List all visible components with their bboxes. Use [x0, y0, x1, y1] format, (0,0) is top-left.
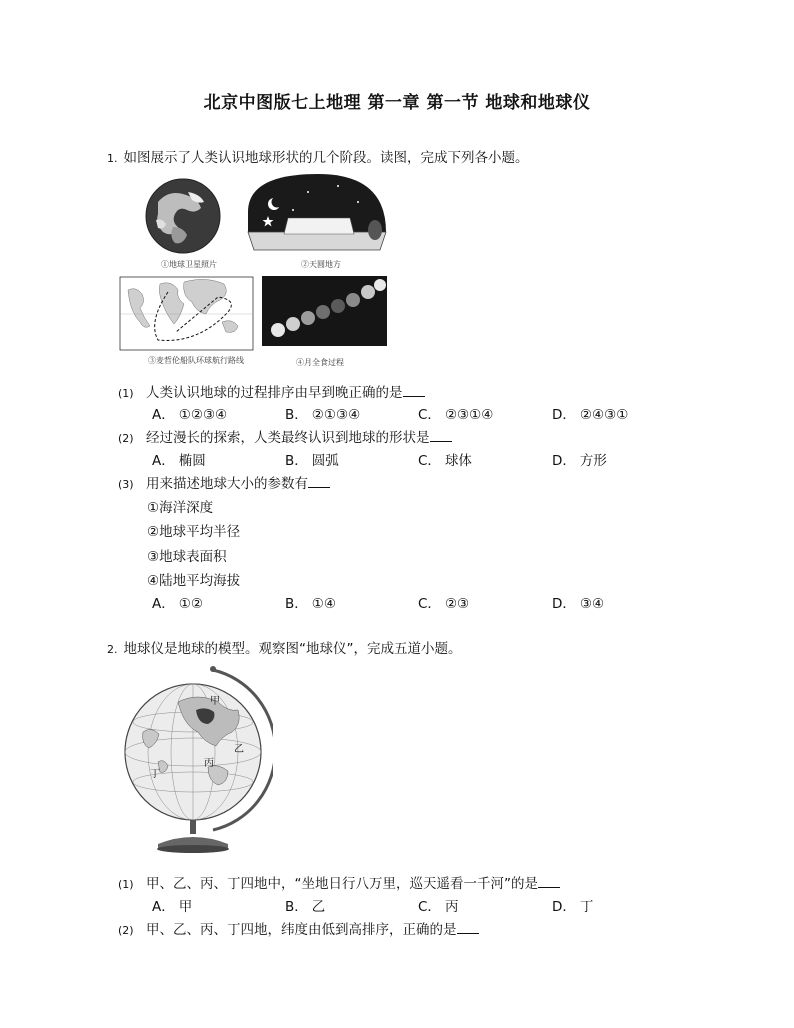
option-c[interactable]: C． 丙	[418, 899, 459, 915]
answer-blank	[308, 475, 330, 488]
lunar-eclipse-image	[262, 276, 387, 346]
answer-blank	[430, 429, 452, 442]
statement-1: ①海洋深度	[147, 500, 214, 516]
option-d[interactable]: D． ③④	[552, 596, 605, 612]
subquestion-number: (3)	[118, 478, 134, 491]
option-c[interactable]: C． ②③	[418, 596, 470, 612]
option-b[interactable]: B． ①④	[285, 596, 336, 612]
figure-caption-3: ③麦哲伦船队环球航行路线	[148, 356, 244, 365]
magellan-route-map-image	[120, 277, 253, 350]
globe-image	[118, 662, 273, 854]
figure-caption-1: ①地球卫星照片	[161, 260, 217, 269]
subquestion-text: 经过漫长的探索，人类最终认识到地球的形状是	[146, 430, 430, 446]
subquestion-number: (1)	[118, 878, 134, 891]
option-b[interactable]: B． ②①③④	[285, 407, 361, 423]
figure-panels	[118, 172, 393, 372]
question-1-stem	[107, 146, 529, 166]
option-b[interactable]: B． 乙	[285, 899, 326, 915]
option-d[interactable]: D． ②④③①	[552, 407, 629, 423]
figure-caption-2: ②天圆地方	[301, 260, 341, 269]
option-a[interactable]: A． 椭圆	[152, 453, 206, 469]
globe-label-yi: 乙	[234, 744, 244, 755]
subquestion-number: (2)	[118, 432, 134, 445]
figure-earth-shape-stages	[118, 172, 393, 372]
subquestion-1-1	[118, 381, 425, 401]
answer-blank	[538, 875, 560, 888]
subquestion-1-3	[118, 472, 330, 492]
option-b[interactable]: B． 圆弧	[285, 453, 339, 469]
subquestion-number: (1)	[118, 387, 134, 400]
option-d[interactable]: D． 丁	[552, 899, 594, 915]
page-title: 北京中图版七上地理 第一章 第一节 地球和地球仪	[203, 93, 591, 113]
question-number: 1.	[107, 152, 118, 165]
question-text: 如图展示了人类认识地球形状的几个阶段。读图，完成下列各小题。	[123, 150, 529, 166]
option-a[interactable]: A． ①②	[152, 596, 203, 612]
answer-blank	[403, 384, 425, 397]
answer-blank	[457, 921, 479, 934]
subquestion-1-2	[118, 426, 452, 446]
question-number: 2.	[107, 643, 118, 656]
subquestion-text: 人类认识地球的过程排序由早到晚正确的是	[146, 385, 403, 401]
subquestion-number: (2)	[118, 924, 134, 937]
globe-label-jia: 甲	[210, 696, 220, 707]
figure-caption-4: ④月全食过程	[296, 358, 344, 367]
statement-2: ②地球平均半径	[147, 524, 241, 540]
globe-figure	[118, 662, 273, 854]
option-a[interactable]: A． 甲	[152, 899, 193, 915]
heaven-earth-dome-image	[248, 174, 386, 250]
subquestion-2-1	[118, 872, 560, 892]
statement-3: ③地球表面积	[147, 549, 227, 565]
option-a[interactable]: A． ①②③④	[152, 407, 228, 423]
globe-label-ding: 丁	[150, 769, 160, 780]
satellite-photo-image	[146, 179, 220, 253]
globe-label-bing: 丙	[204, 758, 214, 769]
option-c[interactable]: C． 球体	[418, 453, 472, 469]
question-text: 地球仪是地球的模型。观察图“地球仪”，完成五道小题。	[123, 641, 462, 657]
subquestion-text: 甲、乙、丙、丁四地中，“坐地日行八万里，巡天遥看一千河”的是	[146, 876, 538, 892]
subquestion-2-2	[118, 918, 479, 938]
option-d[interactable]: D． 方形	[552, 453, 607, 469]
option-c[interactable]: C． ②③①④	[418, 407, 494, 423]
subquestion-text: 用来描述地球大小的参数有	[146, 476, 308, 492]
statement-4: ④陆地平均海拔	[147, 573, 241, 589]
question-2-stem	[107, 637, 462, 657]
subquestion-text: 甲、乙、丙、丁四地，纬度由低到高排序，正确的是	[146, 922, 457, 938]
